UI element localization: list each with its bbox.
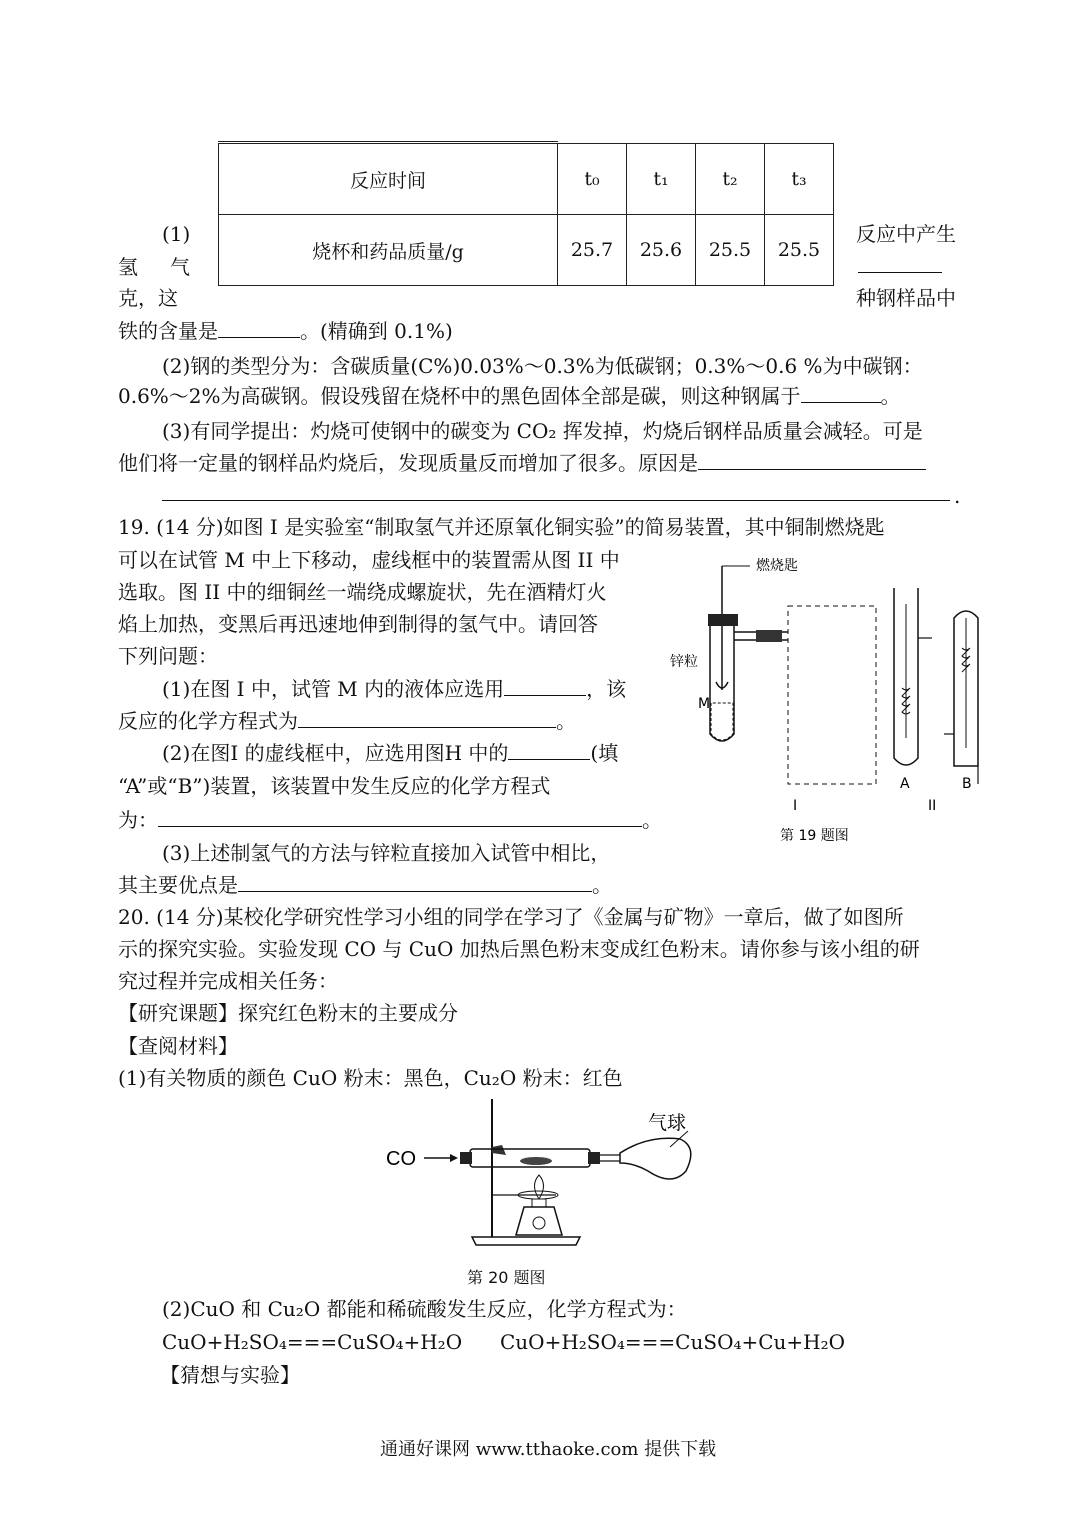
q19-line5: 下列问题： xyxy=(118,644,218,668)
table-cell-t1: t₁ xyxy=(627,144,696,215)
q18-line3-text: 铁的含量是 xyxy=(118,319,218,343)
q18-blank-reason-1 xyxy=(698,451,926,470)
q19-blank-device xyxy=(508,741,590,760)
label-a: A xyxy=(900,776,910,792)
table-cell-t3: t₃ xyxy=(765,144,834,215)
q19-sub1-text-c: 反应的化学方程式为 xyxy=(118,709,298,733)
table-cell-mass-0: 25.7 xyxy=(558,215,627,286)
q18-line3 xyxy=(118,319,453,343)
reaction-data-table xyxy=(218,143,834,286)
q19-sub3-text: 其主要优点是 xyxy=(118,873,238,897)
q18-blank-reason-2 xyxy=(162,500,950,501)
table-cell-t0: t₀ xyxy=(558,144,627,215)
label-co: CO xyxy=(386,1148,416,1170)
stand-base xyxy=(472,1237,580,1245)
q18-blank-hydrogen xyxy=(858,272,942,273)
label-fig-i: I xyxy=(793,798,798,814)
label-zinc: 锌粒 xyxy=(670,654,698,670)
q18-part2-line2-end: 。 xyxy=(880,384,901,408)
q20-equation-1: CuO+H₂SO₄===CuSO₄+H₂O xyxy=(162,1330,463,1354)
q18-reason-end: . xyxy=(954,484,961,508)
stopper xyxy=(708,614,738,626)
q18-part1-text-a: 氢 气 xyxy=(118,255,196,279)
q18-part3-line1: (3)有同学提出：灼烧可使钢中的碳变为 CO₂ 挥发掉，灼烧后钢样品质量会减轻。可是 xyxy=(162,419,923,443)
q19-sub3-end: 。 xyxy=(592,873,612,897)
label-m: M xyxy=(698,696,711,712)
label-b: B xyxy=(962,776,972,792)
q19-sub1-text: (1)在图 I 中，试管 M 内的液体应选用 xyxy=(162,677,505,701)
label-fig-ii: II xyxy=(928,798,937,814)
q20-line2: 示的探究实验。实验发现 CO 与 CuO 加热后黑色粉末变成红色粉末。请你参与该小组的研 xyxy=(118,937,920,961)
q19-sub2-text-b: (填 xyxy=(590,741,619,765)
q18-part2-line2 xyxy=(118,384,901,408)
q19-sub2-text: (2)在图I 的虚线框中，应选用图H 中的 xyxy=(162,741,509,765)
q18-part3-line2 xyxy=(118,451,926,475)
q19-sub2-line1 xyxy=(162,741,618,765)
q19-blank-equation-1 xyxy=(298,709,556,728)
q18-part1-right-2: 种钢样品中 xyxy=(856,286,956,310)
q20-line3: 究过程并完成相关任务： xyxy=(118,969,338,993)
q20-material-1: (1)有关物质的颜色 CuO 粉末：黑色，Cu₂O 粉末：红色 xyxy=(118,1066,623,1090)
table-row xyxy=(219,144,834,215)
label-balloon: 气球 xyxy=(648,1112,687,1134)
q19-sub1-text-b: ，该 xyxy=(586,677,627,701)
q19-blank-equation-2 xyxy=(158,808,642,827)
table-top-line xyxy=(218,141,558,142)
q19-sub2-line2: “A”或“B”)装置，该装置中发生反应的化学方程式 xyxy=(118,774,551,798)
q19-figure-caption: 第 19 题图 xyxy=(780,828,849,844)
alcohol-lamp xyxy=(516,1207,562,1235)
device-a xyxy=(894,588,932,765)
label-spoon: 燃烧匙 xyxy=(756,558,798,574)
device-b xyxy=(944,611,978,784)
q20-topic: 【研究课题】探究红色粉末的主要成分 xyxy=(118,1001,458,1025)
q19-line3: 选取。图 II 中的细铜丝一端绕成螺旋状，先在酒精灯火 xyxy=(118,580,607,604)
q18-part3-line2-text: 他们将一定量的钢样品灼烧后，发现质量反而增加了很多。原因是 xyxy=(118,451,698,475)
q20-guess-heading: 【猜想与实验】 xyxy=(160,1363,300,1387)
q19-line2: 可以在试管 M 中上下移动，虚线框中的装置需从图 II 中 xyxy=(118,548,620,572)
q19-sub2-end: 。 xyxy=(642,808,662,832)
dashed-box xyxy=(788,606,876,784)
q19-line4: 焰上加热，变黑后再迅速地伸到制得的氢气中。请回答 xyxy=(118,612,598,636)
q20-equation-2: CuO+H₂SO₄===CuSO₄+Cu+H₂O xyxy=(500,1330,846,1354)
q19-sub1-line2 xyxy=(118,709,576,733)
q19-line1: 19. (14 分)如图 I 是实验室“制取氢气并还原氧化铜实验”的简易装置，其中铜制燃烧匙 xyxy=(118,515,885,539)
q20-material-heading: 【查阅材料】 xyxy=(118,1034,238,1058)
q18-line3-end: 。(精确到 0.1%) xyxy=(300,319,453,343)
q18-blank-steel xyxy=(801,384,881,403)
q19-sub2-text-d: 为： xyxy=(118,808,158,832)
table-cell-t2: t₂ xyxy=(696,144,765,215)
table-cell-mass-2: 25.5 xyxy=(696,215,765,286)
q19-blank-advantage xyxy=(238,873,592,892)
table-cell-mass-3: 25.5 xyxy=(765,215,834,286)
q18-part2-line1: (2)钢的类型分为：含碳质量(C%)0.03%～0.3%为低碳钢；0.3%～0.6 %为中碳钢： xyxy=(162,354,923,378)
q19-sub1-line1 xyxy=(162,677,626,701)
balloon xyxy=(620,1138,691,1179)
q18-part2-line2-text: 0.6%～2%为高碳钢。假设残留在烧杯中的黑色固体全部是碳，则这种钢属于 xyxy=(118,384,801,408)
q19-sub1-end: 。 xyxy=(556,709,576,733)
q18-part1-right-1: 反应中产生 xyxy=(856,222,956,246)
table-row xyxy=(219,215,834,286)
table-header-time: 反应时间 xyxy=(219,144,558,215)
q19-blank-liquid xyxy=(504,677,586,696)
table-header-mass: 烧杯和药品质量/g xyxy=(219,215,558,286)
q19-sub3-line2 xyxy=(118,873,612,897)
q19-figure xyxy=(660,548,1000,848)
q20-line1: 20. (14 分)某校化学研究性学习小组的同学在学习了《金属与矿物》一章后，做了如图所 xyxy=(118,905,904,929)
q19-sub3-line1: (3)上述制氢气的方法与锌粒直接加入试管中相比， xyxy=(162,841,611,865)
page-footer: 通通好课网 www.tthaoke.com 提供下载 xyxy=(380,1439,717,1460)
q18-part1-number: (1) xyxy=(162,222,191,246)
q18-part1-text-b: 克，这 xyxy=(118,286,178,310)
q18-blank-iron xyxy=(218,319,300,338)
q19-sub2-line3 xyxy=(118,808,662,832)
table-cell-mass-1: 25.6 xyxy=(627,215,696,286)
q20-material-2: (2)CuO 和 Cu₂O 都能和稀硫酸发生反应，化学方程式为： xyxy=(162,1297,687,1321)
q20-figure xyxy=(380,1095,720,1255)
q20-figure-caption-text: 第 20 题图 xyxy=(467,1268,546,1287)
